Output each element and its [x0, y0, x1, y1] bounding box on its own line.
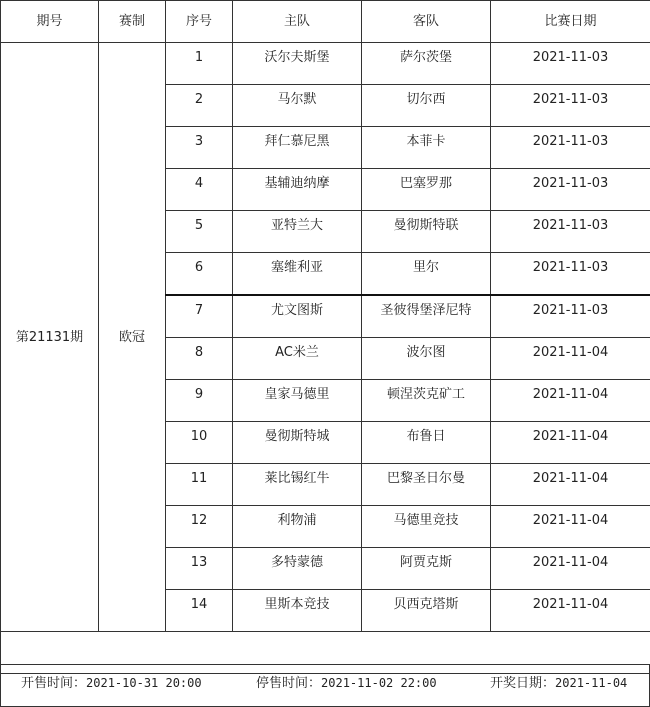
home-team-cell: 沃尔夫斯堡	[233, 43, 362, 85]
away-team-cell: 布鲁日	[362, 422, 491, 464]
home-team-cell: 亚特兰大	[233, 211, 362, 253]
sale-start-info	[21, 672, 202, 691]
match-number-cell: 2	[166, 85, 233, 127]
home-team-cell: 多特蒙德	[233, 548, 362, 590]
away-team-cell: 本菲卡	[362, 127, 491, 169]
match-number-cell: 5	[166, 211, 233, 253]
sale-start-label: 开售时间：	[21, 676, 87, 691]
match-number-cell: 10	[166, 422, 233, 464]
header-competition: 赛制	[99, 1, 166, 43]
home-team-cell: 利物浦	[233, 506, 362, 548]
match-date-cell: 2021-11-04	[491, 548, 650, 590]
match-date-cell: 2021-11-03	[491, 127, 650, 169]
match-date-cell: 2021-11-04	[491, 506, 650, 548]
match-date-cell: 2021-11-04	[491, 338, 650, 380]
home-team-cell: 里斯本竞技	[233, 590, 362, 632]
match-date-cell: 2021-11-03	[491, 295, 650, 338]
away-team-cell: 巴黎圣日尔曼	[362, 464, 491, 506]
match-number-cell: 3	[166, 127, 233, 169]
match-number-cell: 4	[166, 169, 233, 211]
match-date-cell: 2021-11-04	[491, 590, 650, 632]
match-date-cell: 2021-11-03	[491, 169, 650, 211]
home-team-cell: 皇家马德里	[233, 380, 362, 422]
match-number-cell: 8	[166, 338, 233, 380]
away-team-cell: 巴塞罗那	[362, 169, 491, 211]
away-team-cell: 萨尔茨堡	[362, 43, 491, 85]
away-team-cell: 圣彼得堡泽尼特	[362, 295, 491, 338]
header-row	[1, 1, 650, 43]
home-team-cell: 塞维利亚	[233, 253, 362, 296]
match-date-cell: 2021-11-04	[491, 380, 650, 422]
match-date-cell: 2021-11-03	[491, 85, 650, 127]
away-team-cell: 里尔	[362, 253, 491, 296]
sale-info-footer	[0, 664, 650, 707]
competition-cell: 欧冠	[99, 43, 166, 632]
draw-date-info	[490, 672, 627, 691]
header-away-team: 客队	[362, 1, 491, 43]
away-team-cell: 贝西克塔斯	[362, 590, 491, 632]
header-home-team: 主队	[233, 1, 362, 43]
home-team-cell: 马尔默	[233, 85, 362, 127]
header-number: 序号	[166, 1, 233, 43]
match-number-cell: 7	[166, 295, 233, 338]
away-team-cell: 马德里竞技	[362, 506, 491, 548]
table-row	[1, 43, 650, 85]
match-date-cell: 2021-11-04	[491, 464, 650, 506]
home-team-cell: 曼彻斯特城	[233, 422, 362, 464]
match-date-cell: 2021-11-04	[491, 422, 650, 464]
away-team-cell: 切尔西	[362, 85, 491, 127]
home-team-cell: AC米兰	[233, 338, 362, 380]
away-team-cell: 顿涅茨克矿工	[362, 380, 491, 422]
home-team-cell: 尤文图斯	[233, 295, 362, 338]
sale-stop-value: 2021-11-02 22:00	[321, 676, 437, 690]
away-team-cell: 曼彻斯特联	[362, 211, 491, 253]
sale-start-value: 2021-10-31 20:00	[86, 676, 202, 690]
draw-date-label: 开奖日期：	[490, 676, 556, 691]
draw-date-value: 2021-11-04	[555, 676, 628, 690]
match-date-cell: 2021-11-03	[491, 43, 650, 85]
match-rows	[1, 43, 650, 632]
match-number-cell: 9	[166, 380, 233, 422]
sale-stop-info	[256, 672, 437, 691]
match-date-cell: 2021-11-03	[491, 211, 650, 253]
match-number-cell: 6	[166, 253, 233, 296]
header-match-date: 比赛日期	[491, 1, 650, 43]
home-team-cell: 莱比锡红牛	[233, 464, 362, 506]
match-number-cell: 12	[166, 506, 233, 548]
match-number-cell: 11	[166, 464, 233, 506]
home-team-cell: 基辅迪纳摩	[233, 169, 362, 211]
sale-stop-label: 停售时间：	[256, 676, 322, 691]
match-number-cell: 1	[166, 43, 233, 85]
header-period: 期号	[1, 1, 99, 43]
home-team-cell: 拜仁慕尼黑	[233, 127, 362, 169]
match-number-cell: 14	[166, 590, 233, 632]
match-number-cell: 13	[166, 548, 233, 590]
match-date-cell: 2021-11-03	[491, 253, 650, 296]
away-team-cell: 阿贾克斯	[362, 548, 491, 590]
period-cell: 第21131期	[1, 43, 99, 632]
away-team-cell: 波尔图	[362, 338, 491, 380]
